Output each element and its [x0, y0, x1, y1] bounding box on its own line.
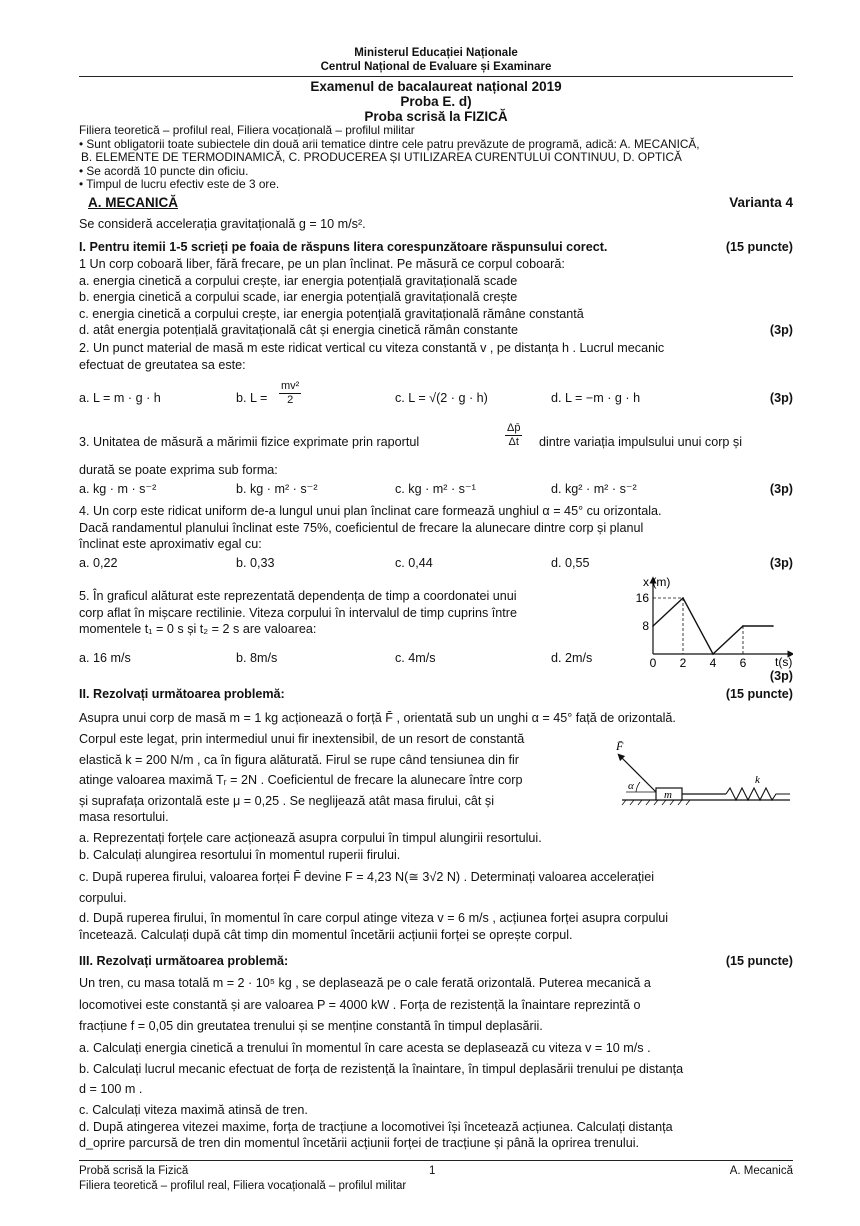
- q2-option-d: d. L = −m · g · h: [551, 391, 641, 405]
- force-label: F̄: [616, 739, 624, 753]
- part3-title: III. Rezolvați următoarea problemă:: [79, 954, 289, 968]
- part1-points: (15 puncte): [725, 240, 793, 254]
- question-4: [79, 503, 793, 553]
- instruction-2: • Se acordă 10 puncte din oficiu.: [79, 163, 249, 178]
- instruction-3: • Timpul de lucru efectiv este de 3 ore.: [79, 177, 280, 191]
- x-tick-label: 4: [709, 656, 717, 670]
- position-time-chart: [623, 574, 793, 674]
- part2-req-d: d. După ruperea firului, în momentul în care corpul atinge viteza v = 6 m/s , acțiunea forței asupra corpului: [79, 911, 669, 925]
- part2-points: (15 puncte): [725, 687, 793, 701]
- spring-block-figure: [614, 736, 793, 806]
- q5-option-c: c. 4m/s: [395, 651, 436, 665]
- series-line: [653, 598, 773, 654]
- q3-option-c: c. kg · m² · s⁻¹: [395, 482, 476, 496]
- header-divider: [79, 76, 793, 77]
- x-axis-label: t(s): [775, 655, 793, 669]
- q3-text-post: dintre variația impulsului unui corp și: [539, 435, 742, 449]
- q3-fraction: [505, 422, 522, 449]
- exam-title: Examenul de bacalaureat național 2019: [310, 79, 562, 94]
- q4-points: (3p): [769, 556, 793, 570]
- q1-option-a: a. energia cinetică a corpului crește, iar energia potențială gravitațională scade: [79, 273, 518, 288]
- q5-option-b: b. 8m/s: [236, 651, 278, 665]
- part2-statement: [79, 731, 604, 826]
- q2-text-2: efectuat de greutatea sa este:: [79, 357, 246, 372]
- q4-text-3: înclinat este aproximativ egal cu:: [79, 537, 262, 551]
- variant-label: Varianta 4: [729, 195, 793, 210]
- data-point: [742, 625, 744, 627]
- q5-text-2: corp aflat în mișcare rectilinie. Viteza corpului în intervalul de timp cuprins între: [79, 605, 517, 620]
- force-vector: [620, 756, 656, 792]
- part1-title: I. Pentru itemii 1-5 scrieți pe foaia de răspuns litera corespunzătoare răspunsului corect.: [79, 240, 608, 254]
- q2-option-a: a. L = m · g · h: [79, 391, 161, 405]
- part2-line-5: și suprafața orizontală este μ = 0,25 . Se neglijează atât masa firului, cât și: [79, 793, 495, 808]
- q3-numerator: Δp̄: [507, 422, 521, 434]
- part3-req-d2: d_oprire parcursă de tren din momentul încetării acțiunii forței de tracțiune și până la oprirea trenului.: [79, 1136, 640, 1150]
- part3-title-row: [79, 953, 793, 970]
- section-title: A. MECANICĂ: [88, 195, 178, 210]
- q1-option-b: b. energia cinetică a corpului scade, iar energia potențială gravitațională crește: [79, 290, 518, 304]
- proba-title: Proba E. d): [400, 94, 472, 109]
- q3-option-b: b. kg · m² · s⁻²: [236, 482, 318, 496]
- block-label: m: [664, 789, 672, 801]
- q1-text: 1 Un corp coboară liber, fără frecare, pe un plan înclinat. Pe măsură ce corpul coboară:: [79, 257, 565, 271]
- part2-line-3: elastică k = 200 N/m , ca în figura alăturată. Firul se rupe când tensiunea din fir: [79, 752, 519, 767]
- q2-option-b-label: b. L =: [236, 391, 268, 405]
- section-title-row: [79, 195, 793, 212]
- q5-options: [79, 650, 619, 668]
- footer-divider: [79, 1160, 793, 1161]
- ground-hatch: [622, 800, 690, 805]
- q5-option-d: d. 2m/s: [551, 651, 593, 665]
- q4-option-c: c. 0,44: [395, 556, 433, 570]
- q2-b-numerator: mv²: [281, 380, 300, 392]
- footer-right: A. Mecanică: [729, 1165, 793, 1177]
- q2-b-denominator: 2: [287, 394, 294, 406]
- q3-text-pre: 3. Unitatea de măsură a mărimii fizice exprimate prin raportul: [79, 435, 420, 449]
- filiera-line: Filiera teoretică – profilul real, Filiera vocațională – profilul militar: [79, 123, 415, 137]
- exam-title-block: [79, 79, 793, 124]
- part2-req-b: b. Calculați alungirea resortului în momentul ruperii firului.: [79, 847, 401, 862]
- q5-option-a: a. 16 m/s: [79, 651, 131, 665]
- part3-points: (15 puncte): [725, 954, 793, 968]
- footer-row: [79, 1164, 793, 1178]
- q1-option-c: c. energia cinetică a corpului crește, iar energia potențială gravitațională rămâne constantă: [79, 306, 584, 321]
- part3-req-c: c. Calculați viteza maximă atinsă de tren.: [79, 1103, 308, 1117]
- footer-left-2: Filiera teoretică – profilul real, Filiera vocațională – profilul militar: [79, 1180, 407, 1192]
- q4-options: [79, 555, 793, 573]
- part2-title-row: [79, 686, 793, 703]
- part3-req-b2: d = 100 m .: [79, 1081, 143, 1096]
- q3-option-d: d. kg² · m² · s⁻²: [551, 482, 637, 496]
- data-point: [772, 625, 774, 627]
- q4-text-2: Dacă randamentul planului înclinat este 75%, coeficientul de frecare la alunecare dintre corp și planul: [79, 520, 644, 535]
- q2-text: 2. Un punct material de masă m este ridicat vertical cu viteza constantă v , pe distanța h . Lucrul mecanic: [79, 341, 665, 355]
- footer-left: Probă scrisă la Fizică: [79, 1165, 189, 1177]
- q3-option-a: a. kg · m · s⁻²: [79, 482, 157, 496]
- instructions: [79, 124, 793, 192]
- part2-line-4: atinge valoarea maximă Tᵣ = 2N . Coeficientul de frecare la alunecare între corp: [79, 773, 523, 787]
- part2-req-d2: încetează. Calculați după cât timp din momentul încetării acțiunii forței se oprește corpul.: [79, 927, 573, 942]
- spring-coil: [726, 788, 790, 800]
- q2-option-b-fraction: [279, 380, 301, 407]
- angle-label: α: [628, 780, 634, 792]
- part2-req-a: a. Reprezentați forțele care acționează asupra corpului în timpul alungirii resortului.: [79, 831, 542, 845]
- part3-req-b: b. Calculați lucrul mecanic efectuat de forța de rezistență la înaintare, în timpul deplasării trenului pe distanța: [79, 1062, 684, 1076]
- part3-line-3: fracțiune f = 0,05 din greutatea trenului și se menține constantă în timpul deplasării.: [79, 1019, 543, 1033]
- q1-points: (3p): [769, 323, 793, 337]
- question-1: [79, 256, 793, 339]
- data-point: [682, 597, 684, 599]
- x-tick-label: 0: [649, 656, 657, 670]
- exam-page: [79, 0, 793, 1226]
- part2-title: II. Rezolvați următoarea problemă:: [79, 687, 285, 701]
- part3-req-a: a. Calculați energia cinetică a trenului în momentul în care acesta se deplasează cu viteza v = 10 m/s .: [79, 1040, 651, 1055]
- footer-page-number: 1: [429, 1165, 436, 1177]
- y-tick-label: 8: [642, 619, 649, 633]
- part2-requirements: [79, 830, 793, 943]
- q5-text: 5. În graficul alăturat este reprezentată dependența de timp a coordonatei unui: [79, 589, 517, 603]
- part3-statement: [79, 975, 793, 1152]
- part2-line-6: masa resortului.: [79, 810, 169, 824]
- x-tick-label: 6: [739, 656, 747, 670]
- angle-arc: [636, 782, 640, 792]
- q4-option-d: d. 0,55: [551, 556, 590, 570]
- instruction-1: • Sunt obligatorii toate subiectele din două arii tematice dintre cele patru prevăzute de programă, adică: A. MECANICĂ,: [79, 136, 700, 151]
- q2-options: [79, 380, 793, 416]
- instruction-1b: B. ELEMENTE DE TERMODINAMICĂ, C. PRODUCEREA ȘI UTILIZAREA CURENTULUI CONTINUU, D. OPTICĂ: [81, 150, 682, 164]
- q3-points: (3p): [769, 482, 793, 496]
- header: [79, 46, 793, 74]
- q3-text-2: durată se poate exprima sub forma:: [79, 463, 278, 477]
- spring-label: k: [755, 774, 760, 786]
- data-point: [652, 625, 654, 627]
- q2-points: (3p): [769, 391, 793, 405]
- q3-options: [79, 481, 793, 499]
- q3-denominator: Δt: [508, 436, 519, 448]
- part3-req-d: d. După atingerea vitezei maxime, forța de tracțiune a locomotivei își încetează acțiunea. Calculați distanța: [79, 1119, 673, 1134]
- x-tick-label: 2: [679, 656, 687, 670]
- center-line: Centrul Național de Evaluare și Examinare: [320, 61, 552, 73]
- question-5: [79, 588, 619, 638]
- data-point: [712, 653, 714, 655]
- ministry-line: Ministerul Educației Naționale: [354, 47, 518, 59]
- y-axis-label: x (m): [643, 575, 671, 589]
- part2-line-1: Asupra unui corp de masă m = 1 kg acționează o forță F̄ , orientată sub un unghi α = 45° față de orizontală.: [79, 711, 676, 725]
- part2-req-c: c. După ruperea firului, valoarea forței F̄ devine F = 4,23 N(≅ 3√2 N) . Determinați valoarea accelerației: [79, 870, 655, 884]
- q4-option-b: b. 0,33: [236, 556, 275, 570]
- q5-text-3: momentele t₁ = 0 s și t₂ = 2 s are valoarea:: [79, 622, 317, 636]
- q1-option-d: d. atât energia potențială gravitațională cât și energia cinetică rămân constante: [79, 323, 518, 337]
- q5-points: (3p): [769, 669, 793, 683]
- q4-option-a: a. 0,22: [79, 556, 118, 570]
- question-3: [79, 422, 793, 462]
- part2-req-c2: corpului.: [79, 890, 127, 905]
- part1-title-row: [79, 239, 793, 256]
- q4-text: 4. Un corp este ridicat uniform de-a lungul unui plan înclinat care formează unghiul α = 45° cu orizontala.: [79, 504, 662, 518]
- y-tick-label: 16: [635, 591, 649, 605]
- subject-title: Proba scrisă la FIZICĂ: [364, 109, 508, 124]
- question-2: [79, 340, 793, 373]
- part3-line-2: locomotivei este constantă și are valoarea P = 4000 kW . Forța de rezistență la înaintare reprezintă o: [79, 997, 641, 1012]
- q2-option-c: c. L = √(2 · g · h): [395, 391, 488, 405]
- part2-line-2: Corpul este legat, prin intermediul unui fir inextensibil, de un resort de constantă: [79, 732, 525, 746]
- part3-line-1: Un tren, cu masa totală m = 2 · 10⁵ kg , se deplasează pe o cale ferată orizontală. Puterea mecanică a: [79, 976, 651, 990]
- gravity-note: Se consideră accelerația gravitațională g = 10 m/s².: [79, 217, 366, 231]
